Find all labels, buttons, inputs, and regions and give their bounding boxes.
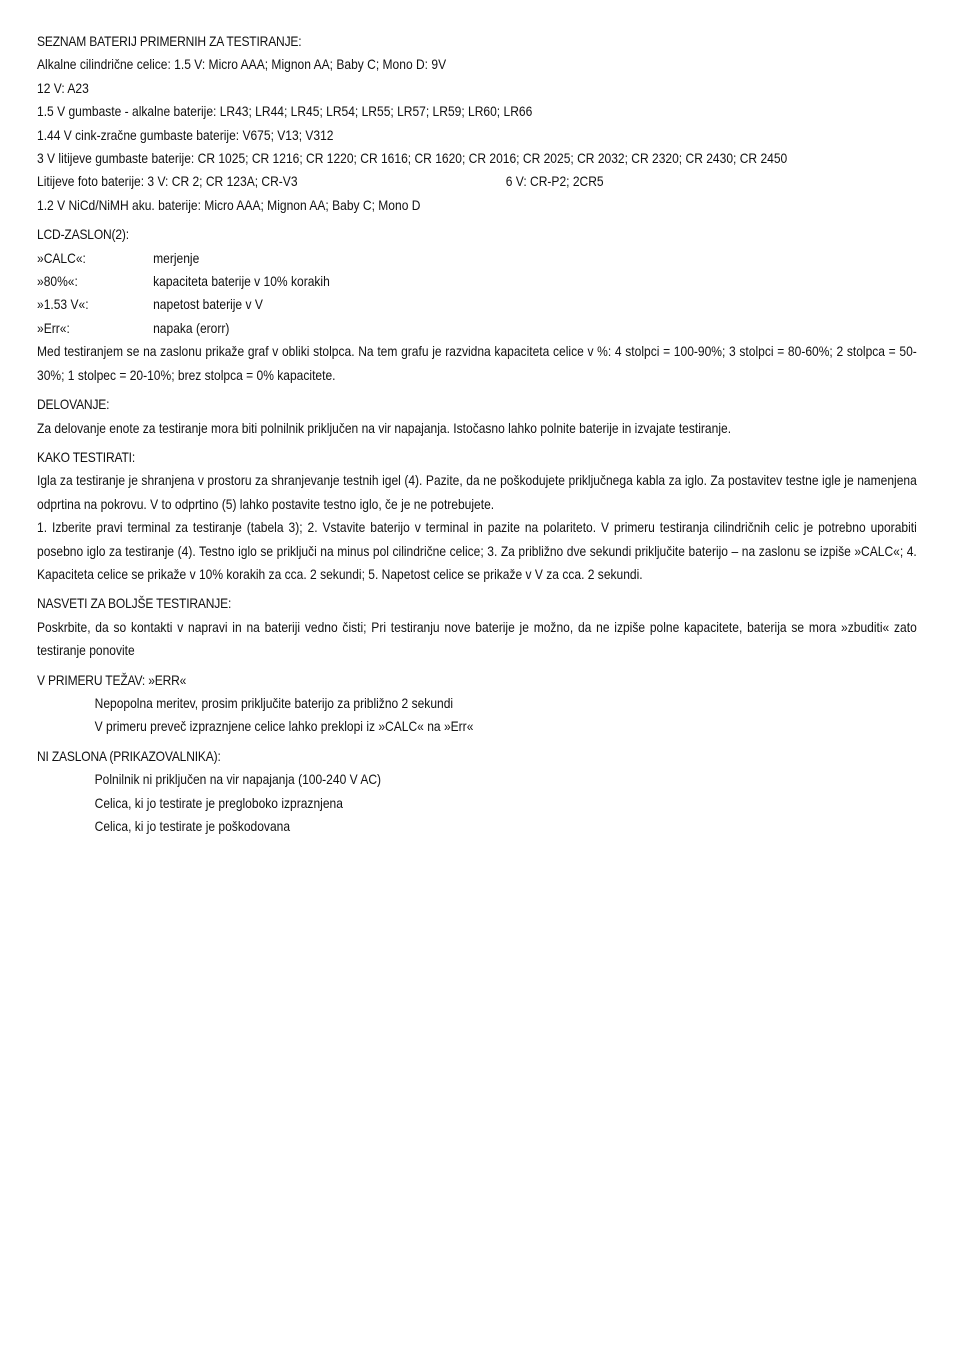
text-line: Celica, ki jo testirate je poškodovana [94,818,291,834]
section-how-to-test [37,446,917,586]
definition-key: »1.53 V«: [37,296,89,313]
text-row [37,170,917,193]
text-line: Nepopolna meritev, prosim priključite baterijo za približno 2 sekundi [94,694,454,711]
paragraph: Za delovanje enote za testiranje mora biti polnilnik priključen na vir napajanja. Istočasno lahko polnite baterije in izvajate testiranje. [37,419,732,436]
text-line: 6 V: CR-P2; 2CR5 [505,173,604,190]
section-body [37,53,917,217]
definition-row [37,247,917,270]
definition-value: napaka (erorr) [153,319,230,336]
definition-value: kapaciteta baterije v 10% korakih [153,273,330,290]
definition-value: merjenje [153,249,200,266]
text-line: 3 V litijeve gumbaste baterije: CR 1025; CR 1216; CR 1220; CR 1616; CR 1620; CR 2016; CR 2025; CR 2032; CR 2320; CR 2430; CR 2450 [37,150,788,167]
section-battery-list [37,30,917,217]
section-trouble [37,669,917,739]
section-heading: SEZNAM BATERIJ PRIMERNIH ZA TESTIRANJE: [37,33,302,49]
section-body [37,616,917,663]
section-heading: V PRIMERU TEŽAV: »ERR« [37,671,187,688]
definition-row [37,270,917,293]
text-line: 1.5 V gumbaste - alkalne baterije: LR43; LR44; LR45; LR54; LR55; LR57; LR59; LR60; LR66 [37,103,533,120]
text-line: V primeru prevеč izpraznjene celice lahko preklopi iz »CALC« na »Err« [94,718,474,735]
section-tips [37,592,917,662]
definition-value: napetost baterije v V [153,296,263,313]
section-no-display [37,745,917,839]
section-heading: NI ZASLONA (PRIKAZOVALNIKA): [37,747,221,764]
document-page [37,30,917,844]
section-body [37,469,917,586]
section-operation [37,393,917,440]
text-line: Polnilnik ni priključen na vir napajanja (100-240 V AC) [94,771,382,788]
text-line: Celica, ki jo testirate je pregloboko izpraznjena [94,794,343,811]
text-line: 1.44 V cink-zračne gumbaste baterije: V675; V13; V312 [37,126,334,143]
section-lcd [37,223,917,387]
paragraph: Poskrbite, da so kontakti v napravi in na bateriji vedno čisti; Pri testiranju nove baterije je možno, da ne izpiše polne kapacitete, baterija se mora »zbuditi« zato testiranje ponovite [37,618,917,659]
text-line: 12 V: A23 [37,79,89,96]
section-heading: DELOVANJE: [37,396,110,413]
section-heading: KAKO TESTIRATI: [37,448,135,465]
definition-key: »CALC«: [37,249,86,266]
definition-row [37,317,917,340]
section-body [37,692,954,739]
section-body [37,417,917,440]
definition-row [37,293,917,316]
definition-key: »Err«: [37,319,70,336]
text-line: Alkalne cilindrične celice: 1.5 V: Micro AAA; Mignon AA; Baby C; Mono D: 9V [37,56,447,73]
text-line: 1.2 V NiCd/NiMH aku. baterije: Micro AAA; Mignon AA; Baby C; Mono D [37,196,421,213]
paragraph: Med testiranjem se na zaslonu prikaže graf v obliki stolpca. Na tem grafu je razvidna kapaciteta celice v %: 4 stolpci = 100-90%; 3 stolpci = 80-60%; 2 stolpca = 50-30%; 1 stolpec = 20-10%; brez stolpca = 0% kapacitete. [37,343,917,383]
paragraph: 1. Izberite pravi terminal za testiranje (tabela 3); 2. Vstavite baterijo v terminal in pazite na polariteto. V primeru testiranja cilindričnih celic je potrebno uporabiti posebno iglo za testiranje (4). Testno iglo se priključi na minus pol cilindrične celice; 3. Za približno dve sekundi priključite baterijo – na zaslonu se izpiše »CALC«; 4. Kapaciteta celice se prikaže v 10% korakih za cca. 2 sekundi; 5. Napetost celice se prikaže v V za cca. 2 sekundi. [37,519,917,582]
paragraph: Igla za testiranje je shranjena v prostoru za shranjevanje testnih igel (4). Pazite, da ne poškodujete priključnega kabla za iglo. Za postavitev testne igle je namenjena odprtina na pokrovu. V to odprtino (5) lahko postavite testno iglo, če je ne potrebujete. [37,472,917,512]
definition-key: »80%«: [37,273,78,290]
section-body [37,768,954,838]
section-body [37,247,917,387]
section-heading: LCD-ZASLON(2): [37,226,129,243]
text-line: Litijeve foto baterije: 3 V: CR 2; CR 123A; CR-V3 [37,173,298,190]
section-heading: NASVETI ZA BOLJŠE TESTIRANJE: [37,595,232,612]
